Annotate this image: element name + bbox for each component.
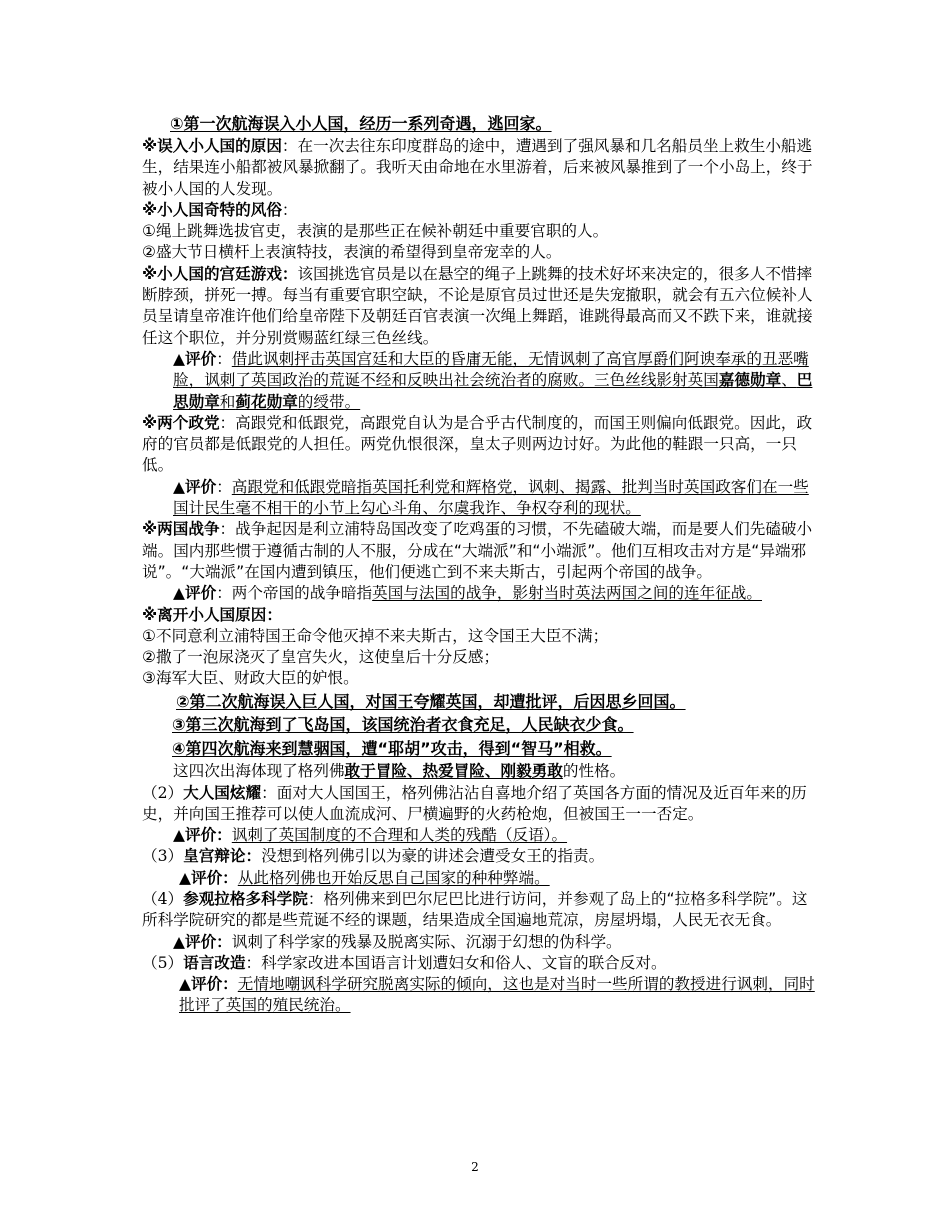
- paragraph-label: ※小人国的宫廷游戏：: [142, 264, 298, 283]
- paragraph-text: 没想到格列佛引以为豪的讲述会遭受女王的指责。: [261, 847, 605, 866]
- paragraph-text: ：格列佛来到巴尔尼巴比进行访问，并参观了岛上的“拉格多科学院”。这所科学院研究的都是些荒诞不经的课题，结果造成全国遍地荒凉，房屋坍塌，人民无衣无食。: [142, 890, 808, 930]
- comment-label: ▲评价：: [179, 868, 238, 887]
- comment-label: ▲评价: [173, 477, 217, 496]
- colon: ：: [281, 200, 298, 219]
- paragraph-label: 皇宫辩论：: [183, 847, 262, 866]
- paragraph-cause: [142, 136, 817, 200]
- paragraph-text: 该国挑选官员是以在悬空的绳子上跳舞的技术好坏来决定的，很多人不惜摔断脖颈，拼死一搏。每当有重要官职空缺，不论是原官员过世还是失宠撤职，就会有五六位候补人员呈请皇帝准许他们给皇帝陛下及朝廷百官表演一次绳上舞蹈，谁跳得最高而又不跌下来，谁就接任这个职位，并分别赏赐蓝红绿三色丝线。: [142, 264, 813, 347]
- paragraph-palace-debate: [142, 846, 817, 867]
- list-item-reason-1: ①不同意利立浦特国王命令他灭掉不来夫斯古，这令国王大臣不满；: [142, 626, 609, 645]
- comment-label: ▲评价：: [179, 975, 238, 994]
- list-item-custom-2: ②盛大节日横杆上表演特技，表演的希望得到皇帝宠幸的人。: [142, 243, 562, 262]
- paragraph-text: 这四次出海体现了格列佛: [173, 762, 345, 781]
- medal-name: 嘉德勋章: [718, 371, 782, 390]
- comment-text: 借此讽刺抨击英国宫廷和大臣的昏庸无能，无情讽刺了高官厚爵们阿谀奉承的丑恶嘴脸，讽刺了英国政治的荒诞不经和反映出社会统治者的腐败。三色丝线影射英国: [173, 349, 809, 390]
- comment-two-parties: [142, 477, 817, 520]
- paragraph-two-parties: [142, 413, 817, 477]
- paragraph-label: ※小人国奇特的风俗: [142, 200, 282, 219]
- comment-text: 无情地嘲讽科学研究脱离实际的倾向，这也是对当时一些所谓的教授进行讽刺，同时批评了英国的殖民统治。: [179, 975, 815, 1015]
- comment-label: ▲评价: [173, 349, 217, 368]
- list-item-reason-2: ②撒了一泡尿浇灭了皇宫失火，这使皇后十分反感；: [142, 648, 500, 667]
- paragraph-label: ※两国战争: [142, 520, 220, 539]
- paragraph-text-end: 的性格。: [562, 762, 626, 781]
- character-traits: 敢于冒险、热爱冒险、刚毅勇敢: [344, 761, 563, 781]
- comment-text: 高跟党和低跟党暗指英国托利党和辉格党，讽刺、揭露、批判当时英国政客们在一些国计民生毫不相干的小节上勾心斗角、尔虞我诈、争权夺利的现状。: [173, 477, 809, 518]
- comment-label: ▲评价：: [173, 826, 232, 845]
- section-heading-voyage-4: [142, 737, 817, 761]
- paragraph-label: 大人国炫耀: [183, 783, 262, 802]
- comment-court-games: [142, 349, 817, 413]
- page-number: 2: [471, 1160, 479, 1174]
- item-number: （2）: [142, 783, 184, 802]
- comment-text: 讽刺了科学家的残暴及脱离实际、沉溺于幻想的伪科学。: [231, 932, 622, 951]
- list-item-custom-1: ①绳上跳舞选拔官吏，表演的是那些正在候补朝廷中重要官职的人。: [142, 222, 609, 241]
- colon: ：: [216, 477, 232, 496]
- paragraph-label: ※误入小人国的原因: [142, 137, 282, 155]
- colon: ：: [216, 349, 232, 368]
- heading-text: ③第三次航海到了飞岛国，该国统治者衣食充足，人民缺衣少食。: [172, 715, 634, 735]
- comment-text: 讽刺了英国制度的不合理和人类的残酷（反语）。: [231, 826, 568, 845]
- separator: 和: [219, 392, 236, 411]
- heading-text: ②第二次航海误入巨人国，对国王夸耀英国，却遭批评，后因思乡回国。: [176, 691, 686, 711]
- paragraph-text: ：科学家改进本国语言计划遭妇女和俗人、文盲的联合反对。: [245, 953, 667, 972]
- document-page: [142, 112, 817, 1017]
- comment-war: [142, 583, 817, 604]
- comment-language-reform: [142, 974, 817, 1017]
- medal-name: 蓟花勋章: [235, 392, 298, 411]
- paragraph-label: ※离开小人国原因：: [142, 605, 282, 624]
- paragraph-text: ：高跟党和低跟党，高跟党自认为是合乎古代制度的，而国王则偏向低跟党。因此，政府的官员都是低跟党的人担任。两党仇恨很深，皇太子则两边讨好。为此他的鞋跟一只高，一只低。: [142, 413, 813, 475]
- comment-text: ：两个帝国的战争暗指: [216, 584, 373, 603]
- comment-text: 从此格列佛也开始反思自己国家的种种弊端。: [237, 868, 550, 887]
- item-number: （5）: [142, 953, 184, 972]
- paragraph-character: [142, 760, 817, 782]
- paragraph-text: ：战争起因是利立浦特岛国改变了吃鸡蛋的习惯，不先磕破大端，而是要人们先磕破小端。国内那些惯于遵循古制的人不服，分成在“大端派”和“小端派”。他们互相攻击对方是“异端邪说”。“大端派”在国内遭到镇压，他们便逃亡到不来夫斯古，引起两个帝国的战争。: [142, 520, 813, 581]
- comment-text-end: 的绶带。: [297, 392, 361, 411]
- paragraph-label: 语言改造: [183, 953, 246, 972]
- heading-text: ①第一次航海误入小人国，经历一系列奇遇，逃回家。: [170, 114, 552, 133]
- heading-text: ④第四次航海来到慧骃国，遭“耶胡”攻击，得到“智马”相救。: [172, 738, 612, 758]
- paragraph-label: 参观拉格多科学院: [183, 890, 308, 908]
- comment-label: ▲评价: [173, 584, 217, 603]
- paragraph-text: ：面对大人国国王，格列佛沾沾自喜地介绍了英国各方面的情况及近百年来的历史，并向国王推荐可以使人血流成河、尸横遍野的火药枪炮，但被国王一一否定。: [142, 783, 807, 823]
- comment-label: ▲评价：: [173, 932, 232, 951]
- paragraph-text: ：在一次去往东印度群岛的途中，遭遇到了强风暴和几名船员坐上救生小船逃生，结果连小船都被风暴掀翻了。我听天由命地在水里游着，后来被风暴推到了一个小岛上，终于被小人国的人发现。: [142, 137, 813, 198]
- comment-giant-boast: [142, 825, 817, 846]
- paragraph-court-games: [142, 264, 817, 349]
- paragraph-language-reform: [142, 953, 817, 974]
- medal-name: 巴思勋章: [173, 371, 813, 411]
- list-item-reason-3: ③海军大臣、财政大臣的妒恨。: [142, 669, 359, 688]
- separator: 、: [781, 371, 797, 390]
- section-heading-voyage-2: [142, 690, 817, 714]
- comment-text-underlined: 英国与法国的战争，影射当时英法两国之间的连年征战。: [372, 584, 762, 603]
- item-number: （4）: [142, 890, 184, 908]
- section-heading-voyage-1: [142, 112, 817, 136]
- paragraph-label: ※两个政党: [142, 413, 220, 432]
- comment-palace-debate: [142, 868, 817, 889]
- paragraph-giant-boast: [142, 783, 817, 826]
- paragraph-customs-title: [142, 200, 817, 221]
- section-heading-voyage-3: [142, 713, 817, 737]
- comment-lagado-academy: [142, 932, 817, 953]
- item-number: （3）: [142, 847, 184, 866]
- paragraph-war: [142, 519, 817, 583]
- paragraph-leaving-title: [142, 605, 817, 626]
- paragraph-lagado-academy: [142, 889, 817, 932]
